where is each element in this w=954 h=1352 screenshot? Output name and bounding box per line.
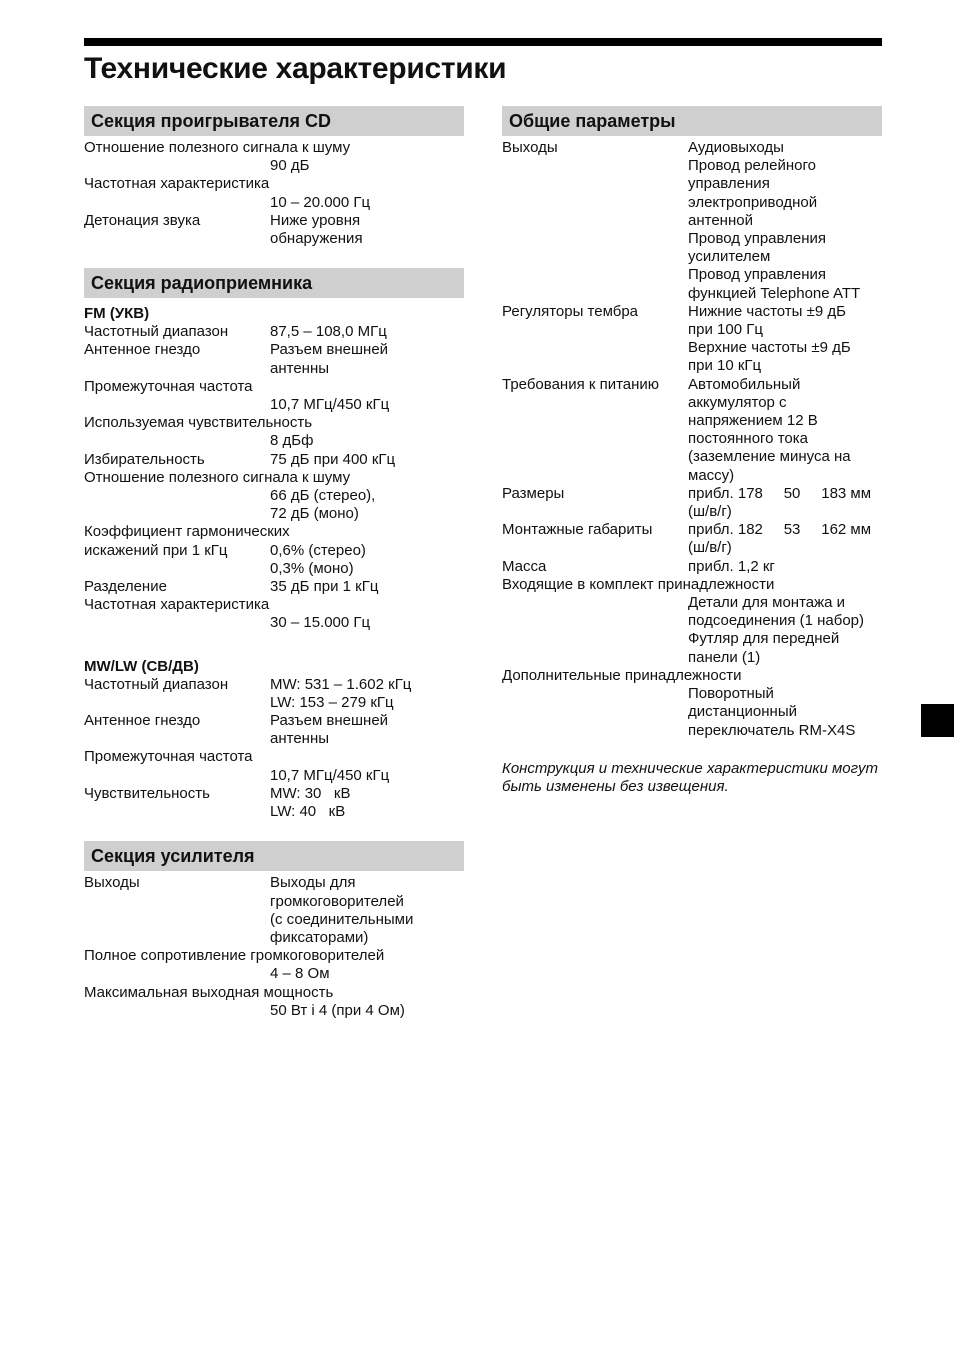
spec-value: 35 дБ при 1 кГц bbox=[270, 578, 379, 596]
general-section-heading: Общие параметры bbox=[502, 106, 882, 136]
spec-label: Регуляторы тембра bbox=[502, 302, 639, 320]
spec-label: Дополнительные принадлежности bbox=[502, 666, 742, 684]
spec-row bbox=[84, 341, 464, 377]
spec-label: Отношение полезного сигнала к шуму bbox=[84, 139, 351, 156]
spec-value-line: LW: 40 кВ bbox=[270, 803, 346, 821]
spec-row bbox=[502, 485, 882, 521]
spec-row bbox=[84, 712, 464, 748]
cd-section-heading: Секция проигрывателя CD bbox=[84, 106, 464, 136]
amp-section-heading: Секция усилителя bbox=[84, 841, 464, 871]
spec-value-line: Разъем внешней bbox=[270, 712, 389, 730]
spec-row bbox=[84, 676, 464, 712]
spec-value bbox=[688, 303, 882, 376]
spec-value-line: постоянного тока bbox=[688, 430, 808, 448]
spec-value-line: панели (1) bbox=[688, 648, 761, 666]
spec-row bbox=[84, 542, 464, 578]
spec-value-line: 72 дБ (моно) bbox=[270, 505, 359, 523]
spec-row bbox=[84, 874, 464, 947]
spec-value-line: переключатель RM-X4S bbox=[688, 721, 856, 739]
spec-value-line: 0,6% (стерео) bbox=[270, 541, 366, 559]
spec-value bbox=[270, 712, 464, 748]
spec-value: 90 дБ bbox=[270, 157, 310, 175]
page-title: Технические характеристики bbox=[84, 52, 507, 85]
spec-row bbox=[84, 323, 464, 341]
spec-value bbox=[270, 874, 464, 947]
spec-value-line: антенны bbox=[270, 730, 330, 748]
spec-value bbox=[270, 341, 464, 377]
spec-value-line: дистанционный bbox=[688, 703, 797, 721]
spec-value-line: напряжением 12 В bbox=[688, 412, 818, 430]
spec-value-line: при 100 Гц bbox=[688, 321, 763, 339]
spec-value bbox=[688, 139, 882, 303]
spec-value-line: громкоговорителей bbox=[270, 892, 404, 910]
spec-value bbox=[270, 676, 464, 712]
spec-value-line: массу) bbox=[688, 466, 735, 484]
disclaimer-note: Конструкция и технические характеристики могут быть изменены без извещения. bbox=[502, 759, 879, 795]
spec-value-line: Провод релейного bbox=[688, 157, 816, 175]
spec-label: Отношение полезного сигнала к шуму bbox=[84, 468, 351, 486]
spec-value-line: прибл. 178 50 183 мм bbox=[688, 484, 872, 502]
mwlw-subheading: MW/LW (СВ/ДВ) bbox=[84, 657, 199, 675]
spec-value-line: MW: 531 – 1.602 кГц bbox=[270, 675, 412, 693]
radio-specs bbox=[84, 304, 464, 821]
spec-value-line: Аудиовыходы bbox=[688, 139, 784, 156]
spec-value: 10,7 МГц/450 кГц bbox=[270, 766, 390, 784]
spec-value: 87,5 – 108,0 МГц bbox=[270, 323, 387, 341]
spec-value-line: обнаружения bbox=[270, 230, 363, 248]
spec-label: Выходы bbox=[84, 874, 140, 892]
spec-row bbox=[502, 521, 882, 557]
spec-label: Частотная характеристика bbox=[84, 175, 270, 193]
spec-row bbox=[84, 578, 464, 596]
spec-label: Используемая чувствительность bbox=[84, 414, 313, 432]
spec-row bbox=[502, 303, 882, 376]
spec-label: Масса bbox=[502, 557, 547, 575]
spec-label: Промежуточная частота bbox=[84, 377, 253, 395]
spec-value-line: Провод управления bbox=[688, 230, 827, 248]
spec-value-line: (ш/в/г) bbox=[688, 503, 732, 521]
spec-value-line: Ниже уровня bbox=[270, 211, 361, 229]
spec-label: Максимальная выходная мощность bbox=[84, 983, 334, 1001]
spec-label: Антенное гнездо bbox=[84, 341, 201, 359]
spec-value: прибл. 1,2 кг bbox=[688, 557, 775, 575]
spec-value-line: антенны bbox=[270, 359, 330, 377]
spec-value-line: Детали для монтажа и bbox=[688, 594, 846, 612]
spec-value-line: Поворотный bbox=[688, 685, 774, 703]
spec-value-line: (заземление минуса на bbox=[688, 448, 851, 466]
spec-label: Избирательность bbox=[84, 450, 205, 468]
spec-value-line: Провод управления bbox=[688, 266, 827, 284]
spec-value-line: Выходы для bbox=[270, 874, 356, 892]
spec-value-line: 0,3% (моно) bbox=[270, 559, 354, 577]
spec-value-line: электроприводной bbox=[688, 193, 818, 211]
spec-value-line: MW: 30 кВ bbox=[270, 784, 351, 802]
spec-label: Требования к питанию bbox=[502, 375, 660, 393]
spec-value bbox=[270, 212, 464, 248]
spec-value bbox=[688, 376, 882, 485]
spec-label: Чувствительность bbox=[84, 784, 210, 802]
general-specs bbox=[502, 139, 882, 740]
spec-value-line: прибл. 182 53 162 мм bbox=[688, 521, 872, 539]
spec-value-line: Верхние частоты ±9 дБ bbox=[688, 339, 851, 357]
spec-value-line: функцией Telephone ATT bbox=[688, 284, 861, 302]
spec-value-line: Футляр для передней bbox=[688, 630, 840, 648]
spec-label: Частотная характеристика bbox=[84, 596, 270, 614]
spec-value-line: LW: 153 – 279 кГц bbox=[270, 693, 394, 711]
spec-row bbox=[84, 785, 464, 821]
spec-label: Коэффициент гармонических bbox=[84, 523, 290, 541]
spec-value-line: (с соединительными bbox=[270, 910, 414, 928]
fm-subheading: FM (УКВ) bbox=[84, 305, 150, 323]
spec-value-line: фиксаторами) bbox=[270, 928, 369, 946]
spec-value: 75 дБ при 400 кГц bbox=[270, 450, 396, 468]
spec-value bbox=[688, 485, 882, 521]
spec-value-line: 66 дБ (стерео), bbox=[270, 487, 376, 505]
spec-label: Разделение bbox=[84, 578, 167, 596]
spec-value-line: антенной bbox=[688, 211, 753, 229]
spec-label: Частотный диапазон bbox=[84, 675, 229, 693]
spec-value-line: Нижние частоты ±9 дБ bbox=[688, 302, 846, 320]
spec-value: 8 дБф bbox=[270, 432, 314, 450]
left-column bbox=[84, 106, 464, 1020]
spec-label: Монтажные габариты bbox=[502, 521, 653, 539]
spec-label: Антенное гнездо bbox=[84, 712, 201, 730]
spec-row bbox=[502, 139, 882, 303]
right-column bbox=[502, 106, 882, 796]
spec-label: Входящие в комплект принадлежности bbox=[502, 575, 775, 593]
spec-value-line: при 10 кГц bbox=[688, 357, 762, 375]
spec-value: 4 – 8 Ом bbox=[270, 965, 330, 983]
spec-value-line: (ш/в/г) bbox=[688, 539, 732, 557]
spec-value-line: управления bbox=[688, 175, 770, 193]
spec-label: Размеры bbox=[502, 484, 565, 502]
spec-row bbox=[84, 451, 464, 469]
spec-value: 30 – 15.000 Гц bbox=[270, 614, 371, 632]
spec-value-line: Автомобильный bbox=[688, 375, 801, 393]
page-edge-tab bbox=[921, 704, 954, 737]
spec-label: Промежуточная частота bbox=[84, 748, 253, 766]
spec-label: Выходы bbox=[502, 139, 558, 156]
spec-row bbox=[502, 376, 882, 485]
spec-value bbox=[688, 521, 882, 557]
spec-label: Полное сопротивление громкоговорителей bbox=[84, 947, 385, 965]
amp-specs bbox=[84, 874, 464, 1020]
spec-row bbox=[84, 212, 464, 248]
spec-label: Детонация звука bbox=[84, 211, 201, 229]
spec-value-line: усилителем bbox=[688, 248, 771, 266]
spec-label: Частотный диапазон bbox=[84, 323, 229, 341]
spec-value: 10,7 МГц/450 кГц bbox=[270, 396, 390, 414]
spec-value-line: подсоединения (1 набор) bbox=[688, 612, 865, 630]
spec-row bbox=[502, 558, 882, 576]
spec-value-line: аккумулятор с bbox=[688, 393, 787, 411]
spec-value: 10 – 20.000 Гц bbox=[270, 193, 371, 211]
radio-section-heading: Секция радиоприемника bbox=[84, 268, 464, 298]
spec-label: искажений при 1 кГц bbox=[84, 541, 228, 559]
cd-specs bbox=[84, 139, 464, 248]
top-rule bbox=[84, 38, 882, 46]
spec-value-line: Разъем внешней bbox=[270, 341, 389, 359]
spec-value: 50 Вт і 4 (при 4 Ом) bbox=[270, 1001, 405, 1019]
spec-value bbox=[270, 785, 464, 821]
spec-value bbox=[270, 542, 464, 578]
